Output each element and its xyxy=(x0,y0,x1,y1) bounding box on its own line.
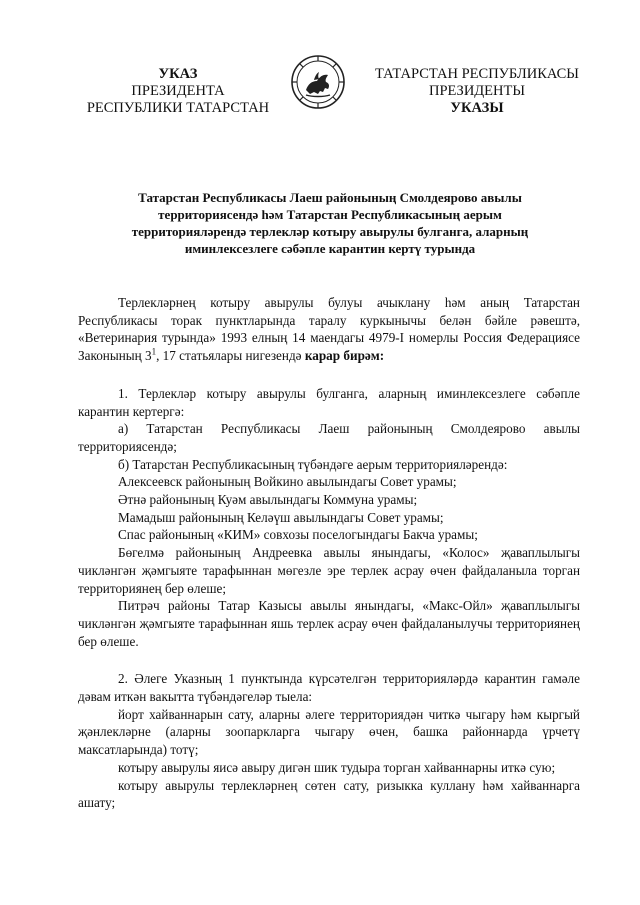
intro-text-after: , 17 статьялары нигезендә xyxy=(156,348,305,364)
item2-list-item: котыру авырулы терлекләрнең сөтен сату, ризыкка куллану һәм хайваннарга ашату; xyxy=(78,777,580,811)
header-right-line1: ТАТАРСТАН РЕСПУБЛИКАСЫ xyxy=(375,66,579,82)
intro-text: Терлекләрнең котыру авырулы булуы ачыклану һәм аның Татарстан Республикасы торак пунктларында таралу куркынычы белән бәйле рәвештә, «Ветеринария турында» 1993 елның 14 маендагы 4979-I номерлы Россия Федерациясе Законының 3 xyxy=(78,295,580,364)
intro-superscript: 1 xyxy=(151,346,157,357)
header-left-line2: ПРЕЗИДЕНТА xyxy=(131,83,225,99)
title-line: территорияләрендә терлекләр котыру авырулы булганга, аларның xyxy=(131,224,529,239)
header-left-line3: РЕСПУБЛИКИ ТАТАРСТАН xyxy=(86,100,270,116)
item1-list-item: Алексеевск районының Войкино авылындагы Совет урамы; xyxy=(118,474,457,490)
header-right-line2: ПРЕЗИДЕНТЫ xyxy=(428,83,526,99)
title-line: территориясендә һәм Татарстан Республикасының аерым xyxy=(158,207,502,222)
item1-list-item: Бөгелмә районының Андреевка авылы янындагы, «Колос» җаваплылыгы чикләнгән җәмгыяте тарафыннан мөгезле эре терлек асрау өчен файдаланыла торган территориянең бер өлеше; xyxy=(78,545,580,596)
decree-body xyxy=(78,294,580,812)
title-line: Татарстан Республикасы Лаеш районының Смолдеярово авылы xyxy=(138,190,522,205)
intro-paragraph xyxy=(78,294,580,365)
header-right-tatar xyxy=(372,66,582,117)
item1-list-item: Спас районының «КИМ» совхозы поселогындагы Бакча урамы; xyxy=(118,527,478,543)
item1-subitem-b: б) Татарстан Республикасының түбәндәге аерым территорияләрендә: xyxy=(118,456,508,472)
item1-paragraph: 1. Терлекләр котыру авырулы булганга, аларның иминлексезлеге сәбәпле карантин кертергә: xyxy=(78,385,580,419)
item1-list-item: Питрәч районы Татар Казысы авылы янындагы, «Макс-Ойл» җаваплылыгы чикләнгән җәмгыяте тарафыннан яшь терлек асрау өчен файдаланылучы территориянең бер өлеше. xyxy=(78,598,580,649)
header-left-line1: УКАЗ xyxy=(158,66,198,82)
item2-paragraph: 2. Әлеге Указның 1 пунктында күрсәтелгән территорияләрдә карантин гамәле дәвам иткән вакытта түбәндәгеләр тыела: xyxy=(78,671,580,705)
decree-title xyxy=(80,189,580,257)
header-left-russian xyxy=(78,66,278,117)
intro-resolution: карар бирәм: xyxy=(304,348,385,364)
item1-subitem-a: а) Татарстан Республикасы Лаеш районының Смолдеярово авылы территориясендә; xyxy=(78,421,580,454)
item2-list-item: йорт хайваннарын сату, аларны әлеге территориядән читкә чыгару һәм кыргый җәнлекләрне (аларны зоопаркларга чыгару өчен, башка районнарда үрчетү максатларында) тотү; xyxy=(78,706,580,758)
item1-list-item: Мамадыш районының Келәүш авылындагы Совет урамы; xyxy=(118,509,444,525)
item1-list-item: Әтнә районының Куәм авылындагы Коммуна урамы; xyxy=(118,492,418,508)
title-line: иминлексезлеге сәбәпле карантин кертү турында xyxy=(184,241,476,256)
header-right-line3: УКАЗЫ xyxy=(450,100,504,116)
tatarstan-coat-of-arms-icon xyxy=(290,54,346,110)
item2-list-item: котыру авырулы яисә авыру дигән шик тудыра торган хайваннарны иткә сую; xyxy=(118,759,556,775)
